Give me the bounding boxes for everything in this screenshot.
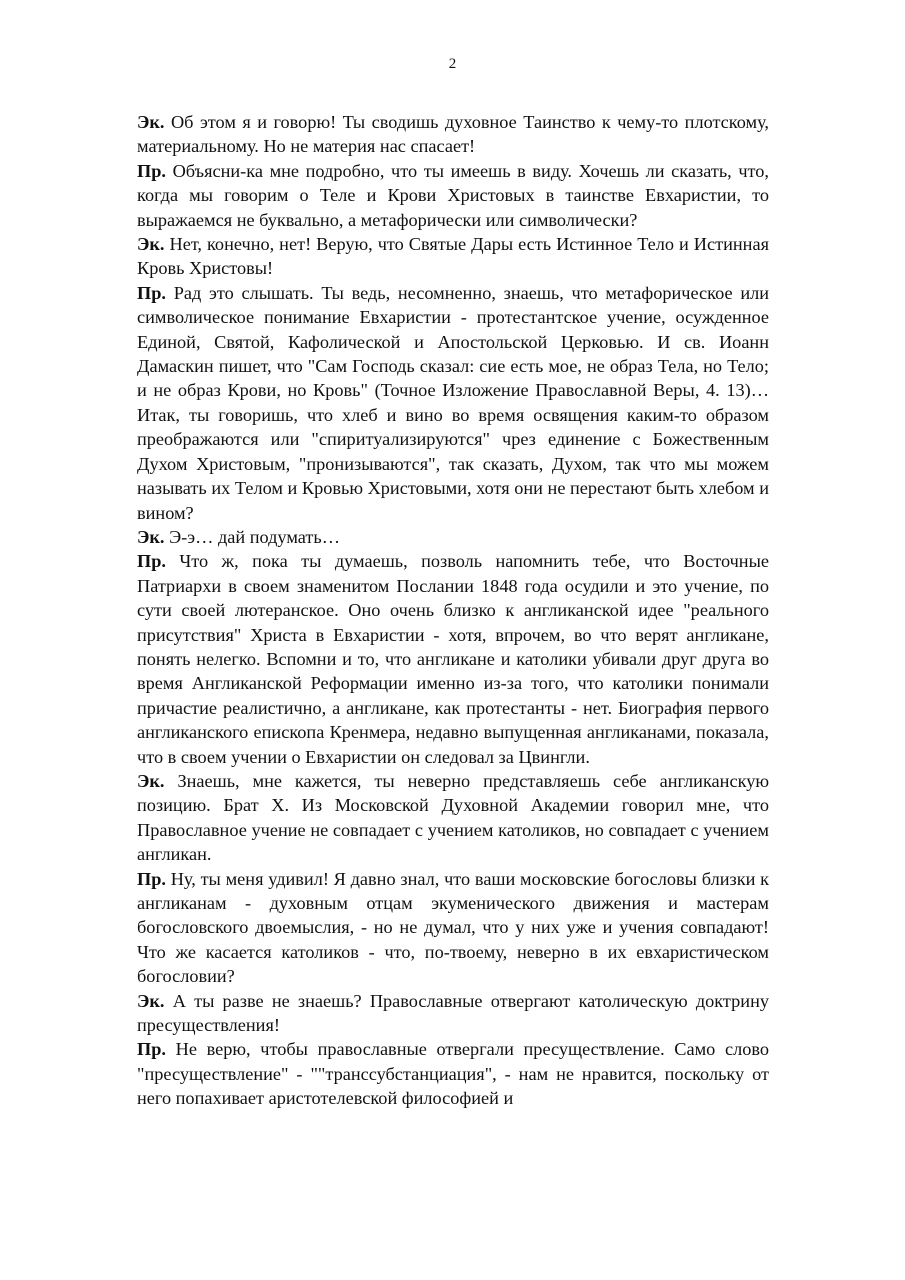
speaker-label: Эк. — [137, 526, 165, 547]
page-number: 2 — [448, 56, 457, 72]
speaker-label: Эк. — [137, 234, 165, 255]
document-body — [137, 110, 769, 1111]
speaker-label: Пр. — [137, 1039, 166, 1060]
dialogue-paragraph — [137, 110, 769, 159]
speaker-label: Пр. — [137, 551, 166, 572]
dialogue-paragraph — [137, 769, 769, 867]
dialogue-paragraph — [137, 1037, 769, 1110]
paragraph-text: Знаешь, мне кажется, ты неверно представляешь себе англиканскую позицию. Брат Х. Из Московской Духовной Академии говорил мне, что Православное учение не совпадает с учением католиков, но совпадает с учением англикан. — [137, 770, 769, 865]
dialogue-paragraph — [137, 159, 769, 232]
paragraph-text: Нет, конечно, нет! Верую, что Святые Дары есть Истинное Тело и Истинная Кровь Христовы! — [137, 234, 769, 279]
speaker-label: Эк. — [137, 990, 165, 1011]
dialogue-paragraph — [137, 232, 769, 281]
paragraph-text: Об этом я и говорю! Ты сводишь духовное Таинство к чему-то плотскому, материальному. Но не материя нас спасает! — [137, 112, 769, 157]
dialogue-paragraph — [137, 525, 769, 549]
speaker-label: Пр. — [137, 868, 166, 889]
paragraph-text: Э-э… дай подумать… — [169, 526, 341, 547]
speaker-label: Эк. — [137, 112, 165, 132]
dialogue-paragraph — [137, 989, 769, 1038]
speaker-label: Эк. — [137, 770, 165, 791]
speaker-label: Пр. — [137, 282, 166, 303]
paragraph-text: Ну, ты меня удивил! Я давно знал, что ваши московские богословы близки к англиканам - духовным отцам экуменического движения и мастерам богословского двоемыслия, - но не думал, что у них уже и учения совпадают! Что же касается католиков - что, по-твоему, неверно в их евхаристическом богословии? — [137, 868, 769, 987]
paragraph-text: Объясни-ка мне подробно, что ты имеешь в виду. Хочешь ли сказать, что, когда мы говорим о Теле и Крови Христовых в таинстве Евхаристии, то выражаемся не буквально, а метафорически или символически? — [137, 160, 769, 230]
paragraph-text: А ты разве не знаешь? Православные отвергают католическую доктрину пресуществления! — [137, 990, 769, 1036]
dialogue-paragraph — [137, 281, 769, 525]
speaker-label: Пр. — [137, 160, 166, 181]
paragraph-text: Что ж, пока ты думаешь, позволь напомнить тебе, что Восточные Патриархи в своем знаменитом Послании 1848 года осудили и это учение, по сути своей лютеранское. Оно очень близко к англиканской идее "реального присутствия" Христа в Евхаристии - хотя, впрочем, во что верят англикане, понять нелегко. Вспомни и то, что англикане и католики убивали друг друга во время Англиканской Реформации именно из-за того, что католики понимали причастие реалистично, а англикане, как протестанты - нет. Биография первого англиканского епископа Кренмера, недавно выпущенная англиканами, показала, что в своем учении о Евхаристии он следовал за Цвингли. — [137, 551, 769, 767]
paragraph-text: Рад это слышать. Ты ведь, несомненно, знаешь, что метафорическое или символическое понимание Евхаристии - протестантское учение, осужденное Единой, Святой, Кафолической и Апостольской Церковью. И св. Иоанн Дамаскин пишет, что "Сам Господь сказал: сие есть мое, не образ Тела, но Тело; и не образ Крови, но Кровь" (Точное Изложение Православной Веры, 4. 13)… Итак, ты говоришь, что хлеб и вино во время освящения каким-то образом преображаются или "спиритуализируются" чрез единение с Божественным Духом Христовым, "пронизываются", так сказать, Духом, так что мы можем называть их Телом и Кровью Христовыми, хотя они не перестают быть хлебом и вином? — [137, 282, 770, 523]
dialogue-paragraph — [137, 549, 769, 769]
dialogue-paragraph — [137, 867, 769, 989]
paragraph-text: Не верю, чтобы православные отвергали пресуществление. Само слово "пресуществление" - ""транссубстанциация", - нам не нравится, поскольку от него попахивает аристотелевской философией и — [137, 1039, 769, 1109]
